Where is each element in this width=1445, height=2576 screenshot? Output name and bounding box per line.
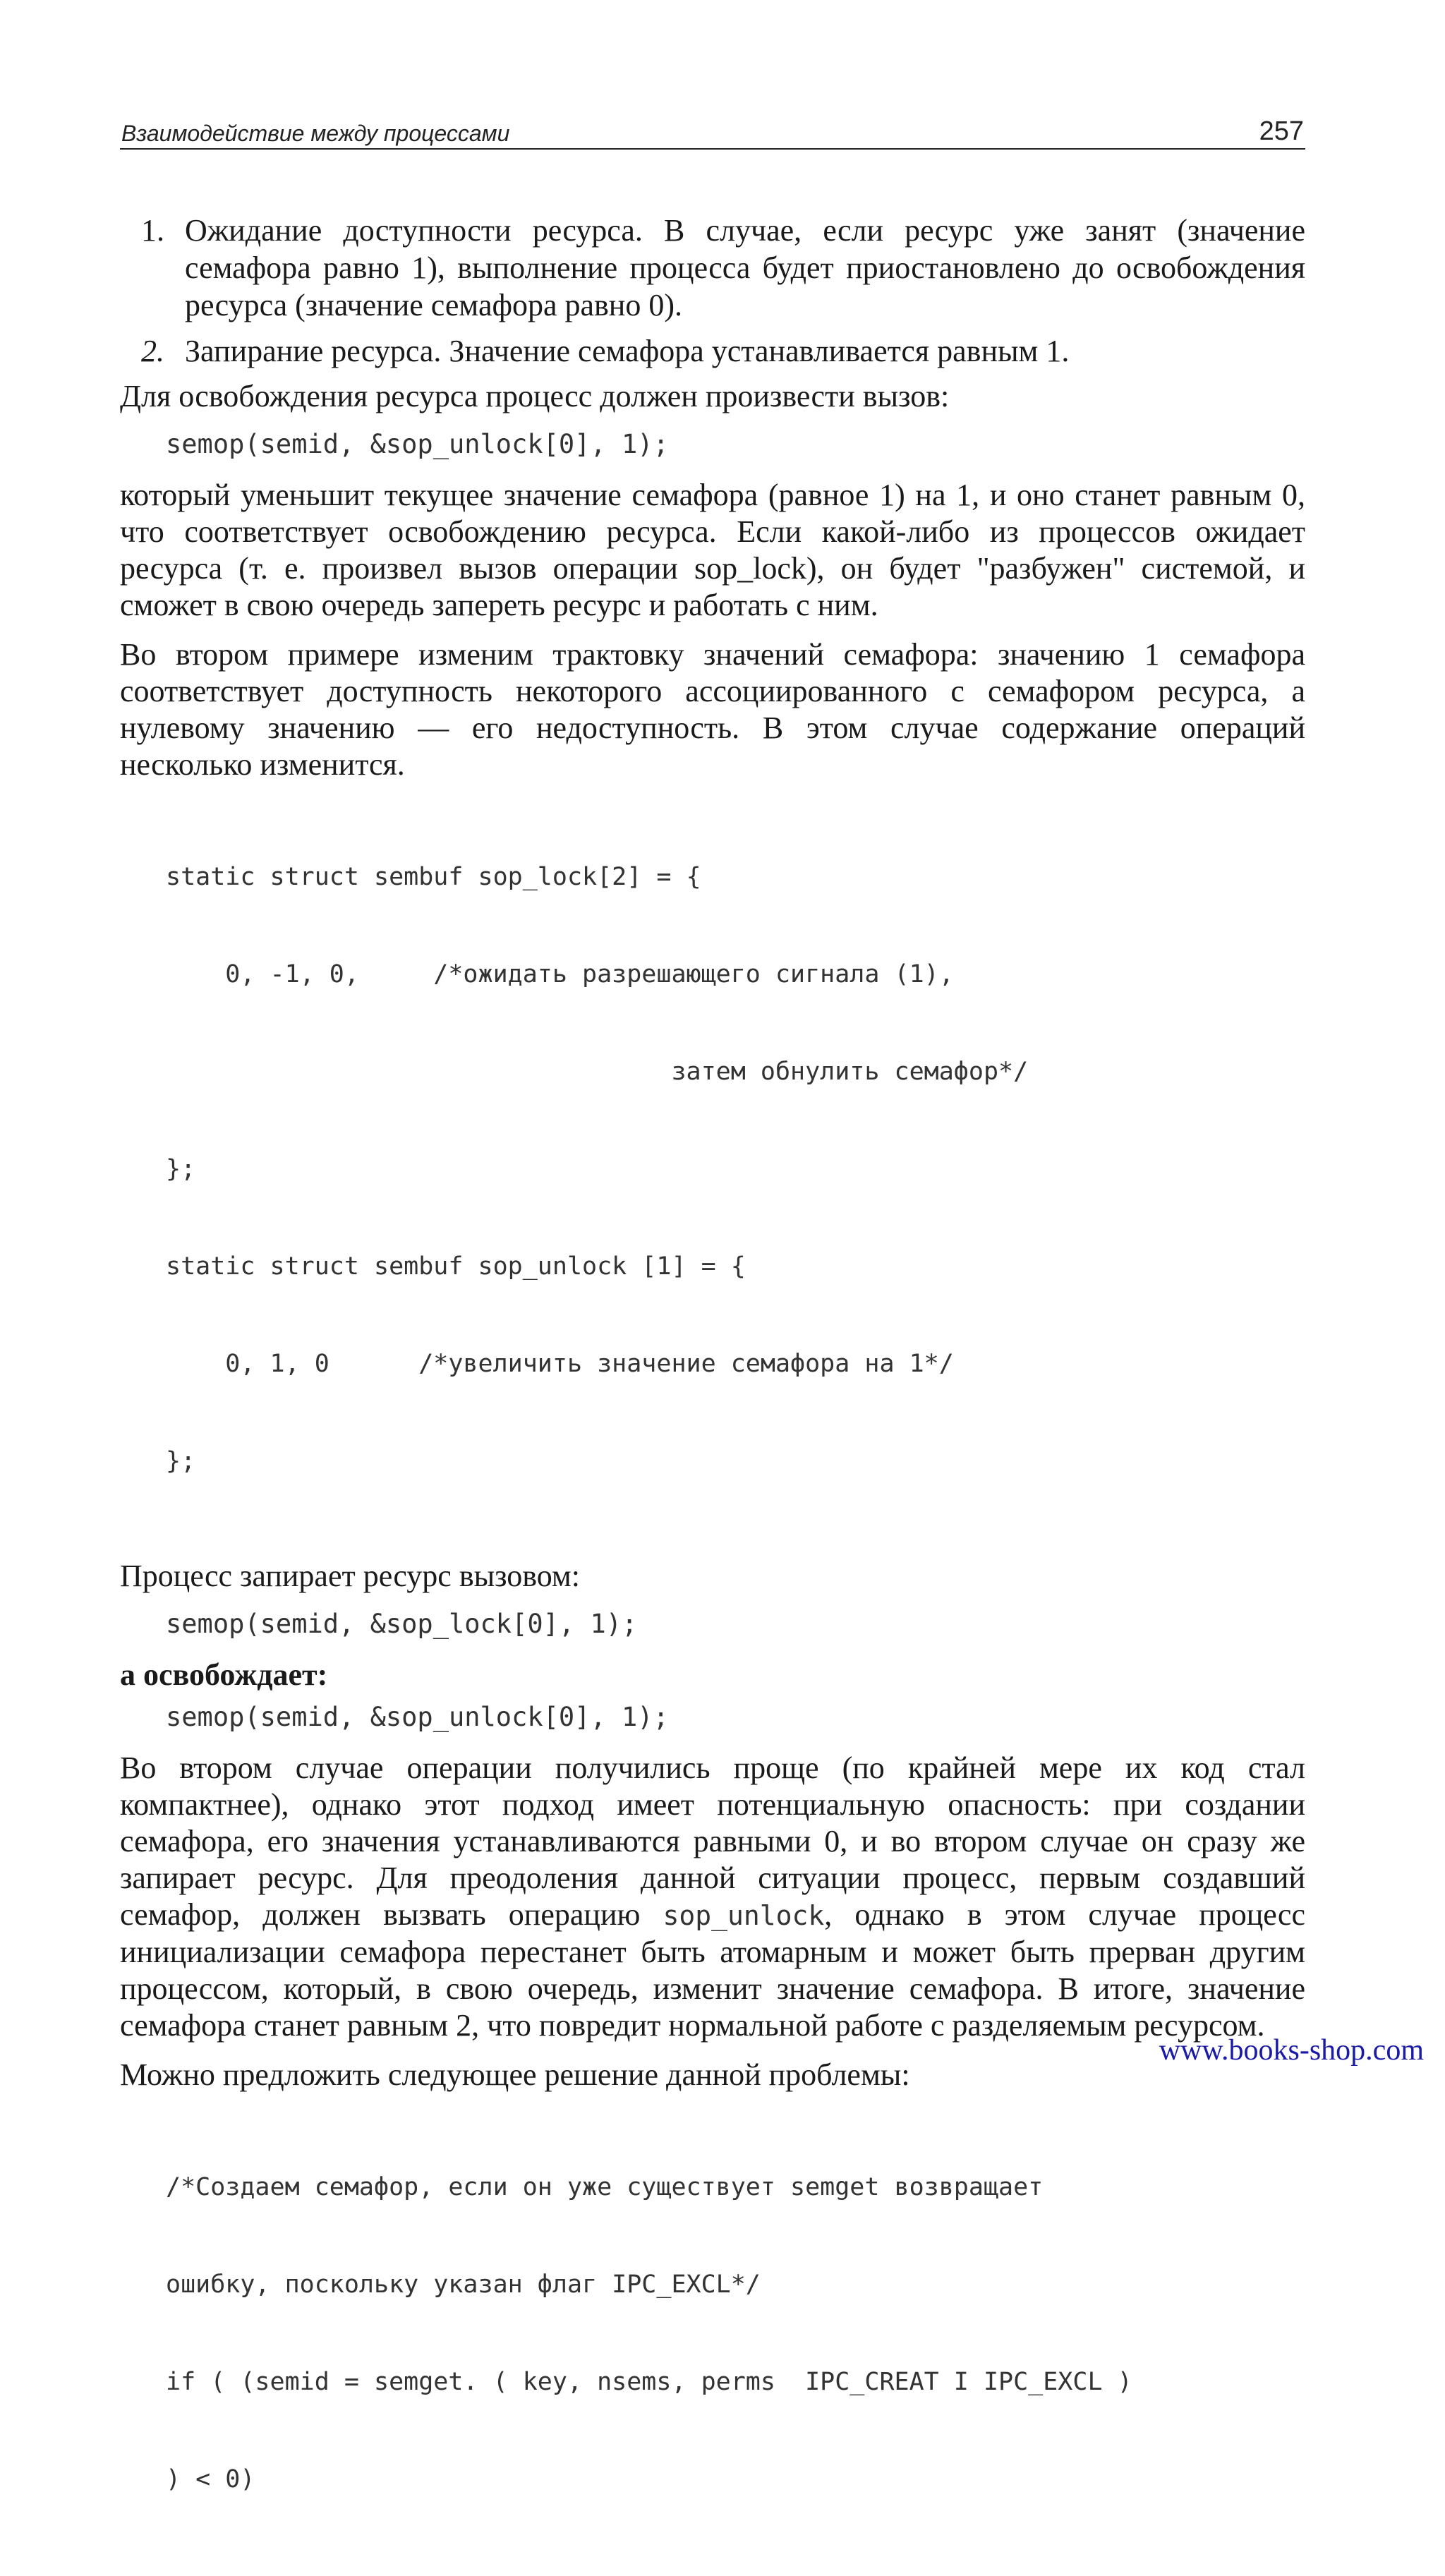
paragraph-lock-call: Процесс запирает ресурс вызовом:: [120, 1559, 580, 1593]
code-unlock-call-2: semop(semid, &sop_unlock[0], 1);: [166, 1702, 669, 1732]
paragraph-and-release: а освобождает:: [120, 1657, 328, 1692]
page-body: [120, 212, 1305, 2576]
code-line: /*Создаем семафор, если он уже существует semget возвращает: [166, 2173, 1044, 2201]
code-line: };: [166, 1447, 196, 1475]
code-line: 0, -1, 0, /*ожидать разрешающего сигнала (1),: [166, 960, 954, 988]
footer-website-link[interactable]: www.books-shop.com: [1159, 2034, 1424, 2067]
running-head: [120, 113, 1305, 150]
paragraph-solution: Можно предложить следующее решение данной проблемы:: [120, 2057, 910, 2092]
code-line: ) < 0): [166, 2465, 255, 2493]
code-line: ошибку, поскольку указан флаг IPC_EXCL*/: [166, 2270, 761, 2299]
list-item-text: Ожидание доступности ресурса. В случае, если ресурс уже занят (значение семафора равно 1), выполнение процесса будет приостановлено до освобождения ресурса (значение семафора равно 0).: [185, 213, 1305, 322]
code-solution: [166, 2106, 1305, 2560]
paragraph-second-example: Во втором примере изменим трактовку значений семафора: значению 1 семафора соответствует доступность некоторого ассоциированного с семафором ресурса, а нулевому значению — его недоступность. В этом случае содержание операций несколько изменится.: [120, 637, 1305, 782]
list-item: [120, 332, 1305, 370]
code-line: 0, 1, 0 /*увеличить значение семафора на 1*/: [166, 1350, 954, 1378]
code-lock-call: semop(semid, &sop_lock[0], 1);: [166, 1609, 638, 1639]
list-number: 2.: [141, 334, 164, 368]
paragraph-release: Для освобождения ресурса процесс должен произвести вызов:: [120, 379, 950, 413]
paragraph-second-case-part-b: , однако в этом случае процесс инициализации семафора перестанет быть атомарным и может быть прерван другим процессом, который, в свою очередь, изменит значение семафора. В итоге, значение семафора станет равным 2, что повредит нормальной работе с разделяемым ресурсом.: [120, 1897, 1305, 2043]
paragraph-decrease: который уменьшит текущее значение семафора (равное 1) на 1, и оно станет равным 0, что соответствует освобождению ресурса. Если какой-либо из процессов ожидает ресурса (т. е. произвел вызов операции sop_lock), он будет "разбужен" системой, и сможет в свою очередь запереть ресурс и работать с ним.: [120, 478, 1305, 622]
code-unlock-call: semop(semid, &sop_unlock[0], 1);: [166, 429, 669, 459]
code-line: затем обнулить семафор*/: [166, 1058, 1029, 1086]
running-head-title: Взаимодействие между процессами: [121, 121, 510, 146]
list-item: [120, 212, 1305, 324]
list-item-text: Запирание ресурса. Значение семафора устанавливается равным 1.: [185, 334, 1070, 368]
code-struct-definitions: [166, 796, 1305, 1542]
code-line: };: [166, 1155, 196, 1183]
list-number: 1.: [141, 213, 164, 248]
code-line: static struct sembuf sop_lock[2] = {: [166, 863, 701, 891]
inline-code-sop-unlock: sop_unlock: [663, 1900, 825, 1931]
paragraph-second-case: [120, 1750, 1305, 2044]
code-line: static struct sembuf sop_unlock [1] = {: [166, 1252, 746, 1281]
page-number: 257: [1259, 116, 1304, 146]
code-line: if ( (semid = semget. ( key, nsems, perms IPC_CREAT I IPC_EXCL ): [166, 2368, 1132, 2396]
paragraph-second-case-part-a: Во втором случае операции получились проще (по крайней мере их код стал компактнее), однако этот подход имеет потенциальную опасность: при создании семафора, его значения устанавливаются равными 0, и во втором случае он сразу же запирает ресурс. Для преодоления данной ситуации процесс, первым создавший семафор, должен вызвать операцию: [120, 1750, 1305, 1932]
